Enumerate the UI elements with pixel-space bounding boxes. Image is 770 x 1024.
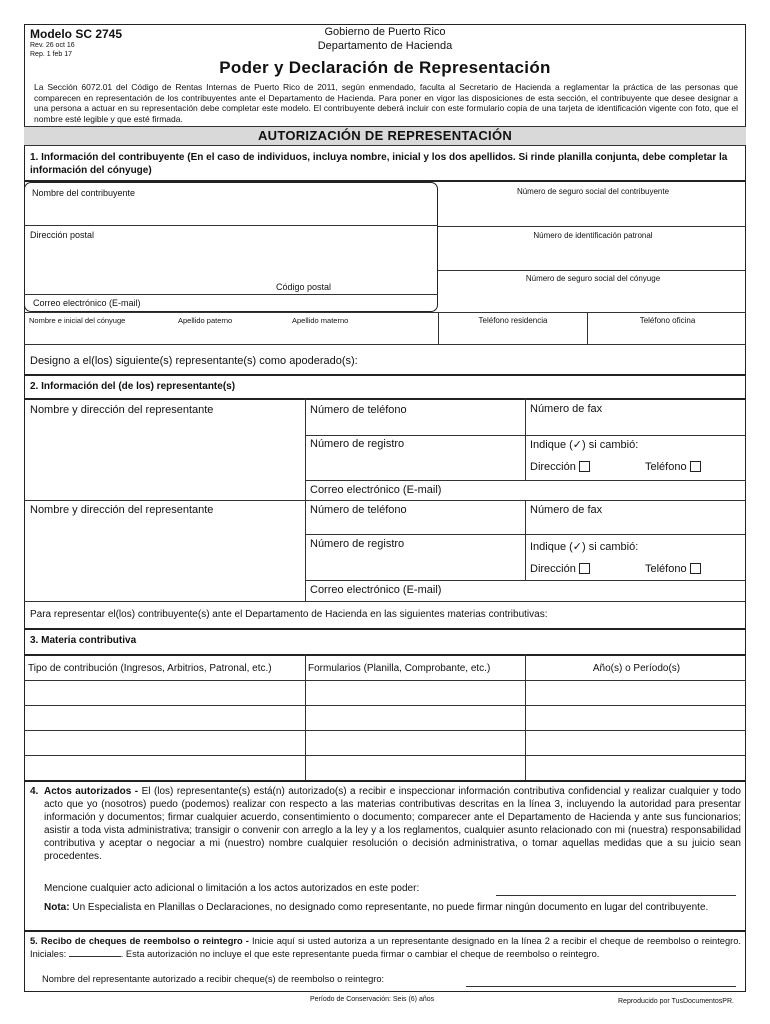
intro-paragraph: La Sección 6072.01 del Código de Rentas Internas de Puerto Rico de 2011, según enmendado, faculta al Secretario de Hacienda a reglamentar la práctica de las personas que comparecen en representación de los contribuyentes ante el Departamento de Hacienda. Para poner en vigor las disposiciones de esta sección, el contribuyente que desee designar a una persona a actuar en su representación debe completar este modelo. El contribuyente deberá incluir con este formulario copia de una tarjeta de identificación vigente con foto, que el nombre esté legible y que esté firmada. [34, 82, 738, 124]
form-id: Modelo SC 2745 [30, 27, 123, 41]
taxpayer-ssn-label[interactable]: Número de seguro social del contribuyente [516, 187, 670, 196]
rep1-fax-label[interactable]: Número de fax [530, 403, 603, 415]
rep1-address-checkbox[interactable] [579, 461, 590, 472]
zip-code-label: Código postal [276, 282, 332, 292]
section4-text: El (los) representante(s) está(n) autorizado(s) a recibir e inspeccionar información contributiva confidencial y realizar cualquier y todo acto que yo (nosotros) puedo (podemos) realizar con respecto a las materias contributivas descritas en la línea 3, incluyendo la autoridad para presentar información y documentos; firmar cualquier acuerdo, consentimiento o documento; comparecer ante el Departamento de Hacienda y ante sus funcionarios; asistir a toda vista administrativa; transigir o convenir con arreglo a la ley y a los reglamentos, cualquier asunto relacionado con mi (nuestra) responsabilidad contributiva y aceptar o negociar a mi (nuestro) nombre cualquier resolución o decisión administrativa, o tomar aquellas medidas que a su juicio sean procedentes. [44, 786, 741, 862]
note-paragraph [44, 901, 741, 914]
table-row[interactable] [24, 755, 746, 756]
section5-paragraph [30, 935, 741, 960]
periods-col-header: Año(s) o Período(s) [592, 663, 681, 674]
government-name: Gobierno de Puerto Rico [324, 26, 446, 38]
rep2-address-change-label: Dirección [530, 563, 576, 575]
rep1-address-change[interactable] [530, 461, 590, 473]
paternal-surname-label[interactable]: Apellido paterno [178, 316, 233, 325]
additional-acts-field[interactable] [496, 886, 736, 896]
office-phone-label[interactable]: Teléfono oficina [639, 316, 696, 325]
home-phone-label[interactable]: Teléfono residencia [478, 316, 548, 325]
spouse-ssn-label[interactable]: Número de seguro social del cónyuge [525, 274, 661, 283]
postal-address-label: Dirección postal [30, 230, 95, 240]
rep2-phone-checkbox[interactable] [690, 563, 701, 574]
reproduced-by: Reproducido por TusDocumentosPR. [618, 998, 734, 1005]
rep2-changed-label: Indique (✓) si cambió: [530, 541, 639, 553]
rep1-phone-change[interactable] [645, 461, 701, 473]
retention-period: Período de Conservación: Seis (6) años [310, 996, 435, 1003]
rep1-address-change-label: Dirección [530, 461, 576, 473]
forms-col-header: Formularios (Planilla, Comprobante, etc.) [308, 663, 491, 674]
rep2-registry-label[interactable]: Número de registro [310, 538, 405, 550]
note-text: Un Especialista en Planillas o Declaraciones, no designado como representante, no puede firmar ningún documento en lugar del contribuyente. [72, 902, 709, 913]
section2-heading: 2. Información del (de los) representante(s) [30, 381, 236, 392]
represent-statement: Para representar el(los) contribuyente(s) ante el Departamento de Hacienda en las siguientes materias contributivas: [30, 609, 548, 620]
authorization-band [24, 126, 746, 146]
tax-type-col-header: Tipo de contribución (Ingresos, Arbitrios, Patronal, etc.) [28, 663, 272, 674]
reproduction-date: Rep. 1 feb 17 [30, 51, 73, 58]
revision-date: Rev. 26 oct 16 [30, 42, 75, 49]
section4-number: 4. [30, 786, 39, 797]
rep1-changed-label: Indique (✓) si cambió: [530, 439, 639, 451]
rep1-phone-label[interactable]: Número de teléfono [310, 404, 407, 416]
rep1-phone-change-label: Teléfono [645, 461, 687, 473]
maternal-surname-label[interactable]: Apellido materno [292, 316, 349, 325]
authorization-band-label: AUTORIZACIÓN DE REPRESENTACIÓN [257, 128, 513, 143]
taxpayer-name-label: Nombre del contribuyente [32, 188, 136, 198]
section4-paragraph [44, 785, 741, 863]
rep2-address-change[interactable] [530, 563, 590, 575]
email-label: Correo electrónico (E-mail) [33, 298, 141, 308]
section3-heading: 3. Materia contributiva [30, 635, 137, 646]
page-title: Poder y Declaración de Representación [219, 58, 551, 77]
table-row[interactable] [24, 705, 746, 706]
additional-acts-label: Mencione cualquier acto adicional o limitación a los actos autorizados en este poder: [44, 883, 420, 894]
section4-lead: Actos autorizados - [44, 786, 139, 797]
taxpayer-address-box[interactable] [24, 182, 438, 312]
section5-text1: Inicie aquí si usted autoriza a un representante designado en la línea 2 a recibir el cheque de reembolso o reintegro. Iniciales: [30, 936, 741, 959]
spouse-name-label[interactable]: Nombre e inicial del cónyuge [29, 316, 126, 325]
rep2-name-address-label[interactable]: Nombre y dirección del representante [30, 504, 214, 516]
rep2-address-checkbox[interactable] [579, 563, 590, 574]
employer-id-label[interactable]: Número de identificación patronal [533, 231, 653, 240]
designate-statement: Designo a el(los) siguiente(s) representante(s) como apoderado(s): [30, 355, 358, 367]
rep1-phone-checkbox[interactable] [690, 461, 701, 472]
rep2-fax-label[interactable]: Número de fax [530, 504, 603, 516]
refund-rep-name-field[interactable] [466, 977, 736, 987]
initials-field[interactable] [69, 947, 121, 957]
rep2-phone-change[interactable] [645, 563, 701, 575]
section1-heading: 1. Información del contribuyente (En el caso de individuos, incluya nombre, inicial y los dos apellidos. Si rinde planilla conjunta, debe completar la información del cónyuge) [30, 152, 728, 176]
department-name: Departamento de Hacienda [317, 40, 453, 52]
rep2-email-label[interactable]: Correo electrónico (E-mail) [310, 584, 442, 596]
section5-lead: 5. Recibo de cheques de reembolso o reintegro - [30, 936, 249, 946]
rep1-email-label[interactable]: Correo electrónico (E-mail) [310, 484, 442, 496]
rep2-phone-label[interactable]: Número de teléfono [310, 504, 407, 516]
section5-text2: . Esta autorización no incluye el que este representante pueda firmar o cambiar el cheque de reembolso o reintegro. [120, 949, 600, 959]
table-row[interactable] [24, 730, 746, 731]
note-label: Nota: [44, 902, 70, 913]
rep1-registry-label[interactable]: Número de registro [310, 438, 405, 450]
rep1-name-address-label[interactable]: Nombre y dirección del representante [30, 404, 214, 416]
rep2-phone-change-label: Teléfono [645, 563, 687, 575]
refund-rep-name-label: Nombre del representante autorizado a recibir cheque(s) de reembolso o reintegro: [42, 974, 385, 984]
